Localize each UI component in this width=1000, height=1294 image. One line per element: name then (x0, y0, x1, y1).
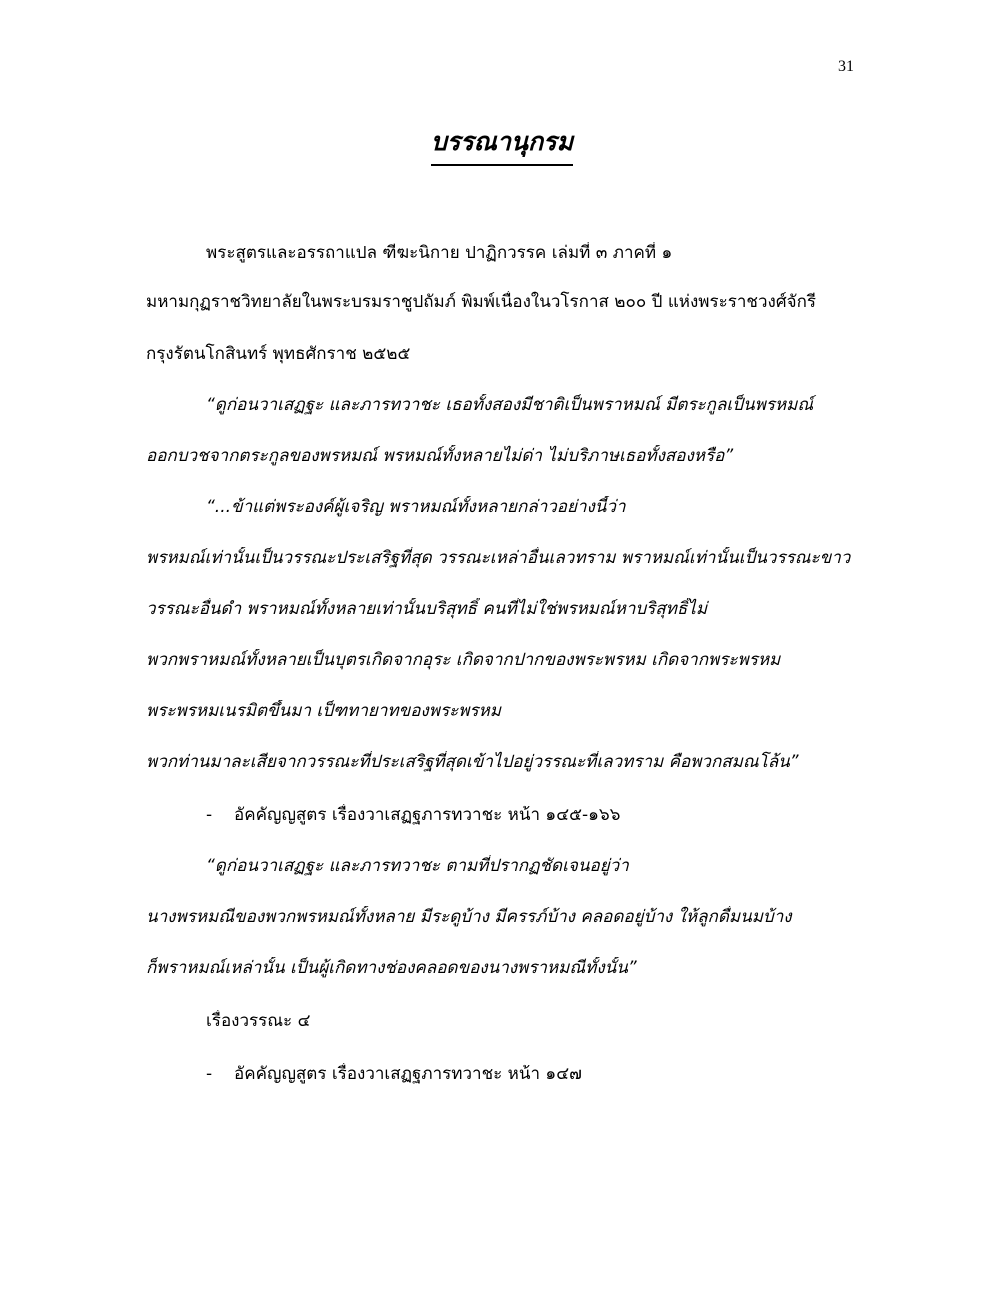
section-note: เรื่องวรรณะ ๔ (206, 1011, 311, 1031)
source-citation (206, 804, 860, 826)
bib-entry-line: มหามกุฏราชวิทยาลัยในพระบรมราชูปถัมภ์ พิมพ์เนื่องในวโรกาส ๒๐๐ ปี แห่งพระราชวงศ์จักรี (146, 292, 816, 312)
source-citation (206, 1063, 860, 1085)
page-number: 31 (838, 58, 854, 75)
quote-line: พวกพราหมณ์ทั้งหลายเป็นบุตรเกิดจากอุระ เกิดจากปากของพระพรหม เกิดจากพระพรหม (146, 650, 781, 670)
citation-text: อัคคัญญสูตร เรื่องวาเสฏฐภารทวาชะ หน้า ๑๔๗ (234, 1064, 582, 1084)
quote-line: วรรณะอื่นดำ พราหมณ์ทั้งหลายเท่านั้นบริสุทธิ์ คนที่ไม่ใช่พรหมณ์หาบริสุทธิ์ไม่ (146, 599, 708, 619)
quote-line: “...ข้าแต่พระองค์ผู้เจริญ พราหมณ์ทั้งหลายกล่าวอย่างนี้ว่า (206, 497, 626, 517)
quote-line: “ดูก่อนวาเสฏฐะ และภารทวาชะ เธอทั้งสองมีชาติเป็นพราหมณ์ มีตระกูลเป็นพรหมณ์ (206, 395, 814, 415)
quote-line: พระพรหมเนรมิตขึ้นมา เป็ฑทายาทของพระพรหม (146, 701, 501, 721)
bib-entry-line: กรุงรัตนโกสินทร์ พุทธศักราช ๒๕๒๕ (146, 344, 411, 364)
page-title-wrap (0, 122, 1000, 166)
page-title: บรรณานุกรม (431, 122, 573, 166)
quote-line: พรหมณ์เท่านั้นเป็นวรรณะประเสริฐที่สุด วรรณะเหล่าอื่นเลวทราม พราหมณ์เท่านั้นเป็นวรรณะขาว (146, 548, 851, 568)
quote-line: พวกท่านมาละเสียจากวรรณะที่ประเสริฐที่สุดเข้าไปอยู่วรรณะที่เลวทราม คือพวกสมณโล้น” (146, 752, 799, 772)
citation-dash: - (206, 1064, 213, 1084)
bib-entry-line: พระสูตรและอรรถาแปล ฑีฆะนิกาย ปาฏิกวรรค เล่มที่ ๓ ภาคที่ ๑ (206, 243, 673, 263)
quote-line: “ดูก่อนวาเสฏฐะ และภารทวาชะ ตามที่ปรากฏชัดเจนอยู่ว่า (206, 856, 629, 876)
citation-dash: - (206, 805, 213, 825)
quote-line: นางพรหมณีของพวกพรหมณ์ทั้งหลาย มีระดูบ้าง มีครรภ์บ้าง คลอดอยู่บ้าง ให้ลูกดื่มนมบ้าง (146, 907, 792, 927)
quote-line: ออกบวชจากตระกูลของพรหมณ์ พรหมณ์ทั้งหลายไม่ด่า ไม่บริภาษเธอทั้งสองหรือ” (146, 446, 734, 466)
citation-text: อัคคัญญสูตร เรื่องวาเสฏฐภารทวาชะ หน้า ๑๔๕-๑๖๖ (234, 805, 621, 825)
quote-line: ก็พราหมณ์เหล่านั้น เป็นผู้เกิดทางช่องคลอดของนางพราหมณีทั้งนั้น” (146, 958, 637, 978)
